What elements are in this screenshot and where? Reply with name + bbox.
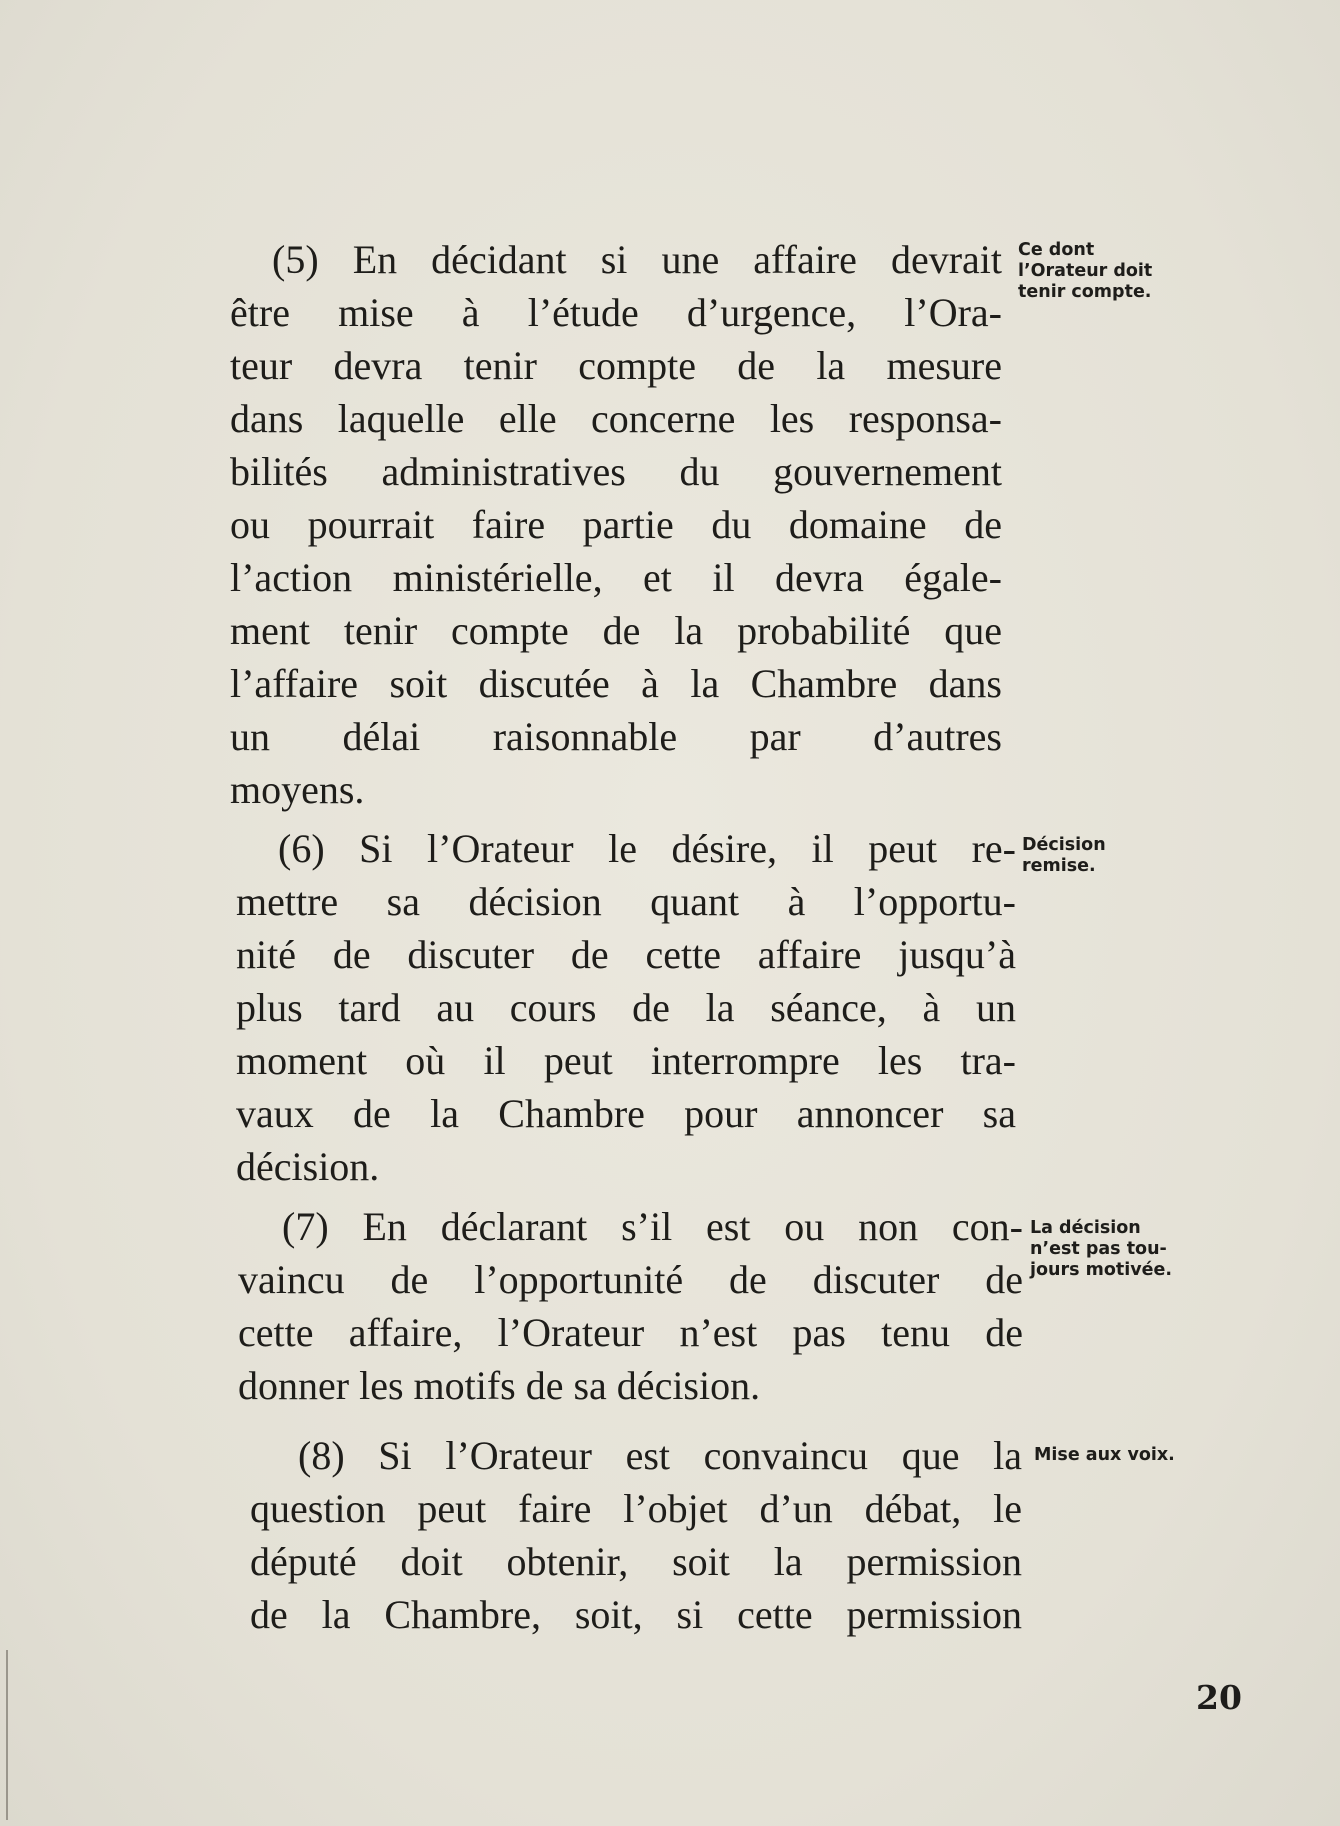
paragraph-7 — [238, 1200, 1023, 1412]
margin-note-line: Mise aux voix. — [1034, 1445, 1175, 1465]
margin-note — [1018, 240, 1152, 303]
text-line: ou pourrait faire partie du domaine de — [230, 502, 1002, 547]
margin-note — [1030, 1218, 1172, 1281]
text-line: donner les motifs de sa décision. — [238, 1363, 761, 1408]
paragraph-8 — [250, 1429, 1022, 1641]
margin-note-line: jours motivée. — [1030, 1260, 1173, 1280]
margin-note — [1022, 835, 1106, 877]
text-line: être mise à l’étude d’urgence, l’Ora- — [230, 290, 1002, 335]
text-line: mettre sa décision quant à l’opportu- — [236, 879, 1016, 924]
text-line: nité de discuter de cette affaire jusqu’à — [236, 932, 1016, 977]
text-line: vaincu de l’opportunité de discuter de — [238, 1257, 1023, 1302]
text-line: dans laquelle elle concerne les responsa- — [230, 396, 1002, 441]
margin-note-line: remise. — [1022, 856, 1096, 876]
text-line: (6) Si l’Orateur le désire, il peut re- — [278, 826, 1016, 871]
page-number: 20 — [1196, 1678, 1242, 1717]
text-line: vaux de la Chambre pour annoncer sa — [236, 1091, 1016, 1136]
paragraph-6 — [236, 822, 1016, 1193]
text-line: (5) En décidant si une affaire devrait — [272, 237, 1002, 282]
text-line: député doit obtenir, soit la permission — [250, 1539, 1022, 1584]
margin-note-line: Ce dont — [1018, 240, 1095, 260]
text-line: bilités administratives du gouvernement — [230, 449, 1002, 494]
text-line: (7) En déclarant s’il est ou non con- — [282, 1204, 1023, 1249]
margin-note-line: Décision — [1022, 835, 1106, 855]
text-line: l’action ministérielle, et il devra égale- — [230, 555, 1002, 600]
page-edge-line — [6, 1650, 8, 1820]
margin-note-line: l’Orateur doit — [1018, 261, 1153, 281]
text-line: moyens. — [230, 767, 365, 812]
margin-note-line: tenir compte. — [1018, 282, 1152, 302]
text-line: teur devra tenir compte de la mesure — [230, 343, 1002, 388]
text-line: (8) Si l’Orateur est convaincu que la — [298, 1433, 1022, 1478]
text-line: cette affaire, l’Orateur n’est pas tenu de — [238, 1310, 1023, 1355]
text-line: ment tenir compte de la probabilité que — [230, 608, 1002, 653]
text-line: question peut faire l’objet d’un débat, le — [250, 1486, 1022, 1531]
margin-note-line: La décision — [1030, 1218, 1141, 1238]
margin-note — [1034, 1445, 1175, 1466]
margin-note-line: n’est pas tou- — [1030, 1239, 1167, 1259]
paragraph-5 — [230, 233, 1002, 816]
text-line: de la Chambre, soit, si cette permission — [250, 1592, 1022, 1637]
text-line: moment où il peut interrompre les tra- — [236, 1038, 1016, 1083]
text-line: l’affaire soit discutée à la Chambre dans — [230, 661, 1002, 706]
text-line: plus tard au cours de la séance, à un — [236, 985, 1016, 1030]
text-line: décision. — [236, 1144, 380, 1189]
text-line: un délai raisonnable par d’autres — [230, 714, 1002, 759]
